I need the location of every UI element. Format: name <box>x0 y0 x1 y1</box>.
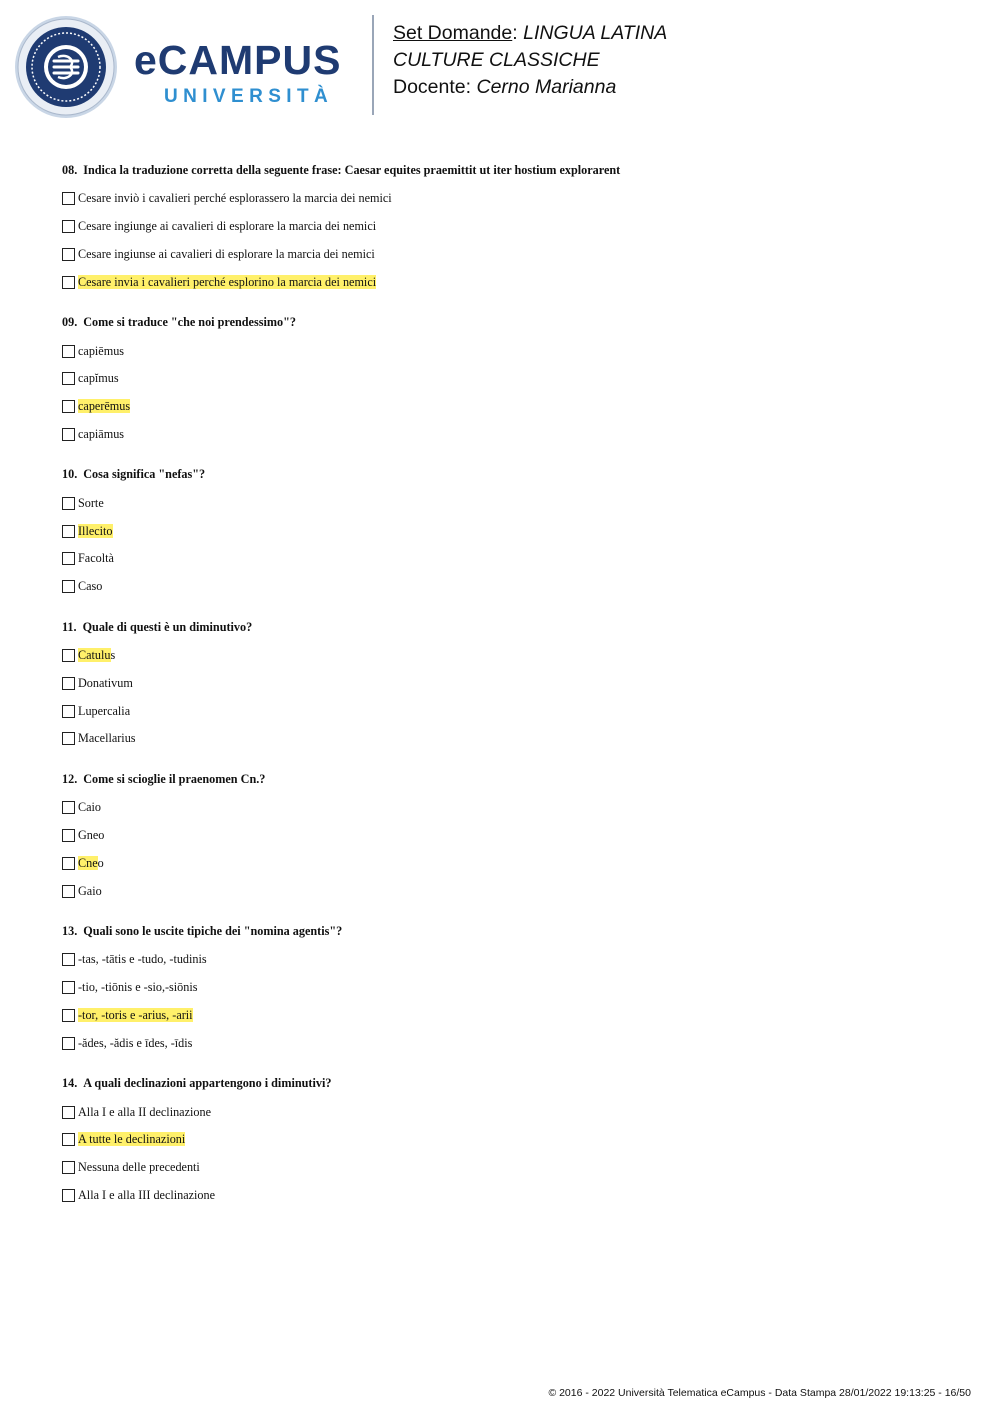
question-text <box>62 159 962 181</box>
answer-text: capiēmus <box>78 343 125 358</box>
answer-checkbox[interactable] <box>62 705 75 718</box>
answer-checkbox[interactable] <box>62 345 75 358</box>
answer-checkbox[interactable] <box>62 885 75 898</box>
answer-option[interactable] <box>62 517 962 545</box>
answer-checkbox[interactable] <box>62 525 75 538</box>
answer-label <box>78 1188 215 1203</box>
answer-label <box>78 1036 192 1051</box>
answer-option[interactable] <box>62 1098 962 1126</box>
answer-checkbox[interactable] <box>62 1189 75 1202</box>
answer-text: Alla I e alla III declinazione <box>78 1187 216 1202</box>
answer-label <box>78 496 104 511</box>
answer-option[interactable] <box>62 268 962 296</box>
answer-checkbox[interactable] <box>62 1133 75 1146</box>
answer-label <box>78 704 130 719</box>
answer-option[interactable] <box>62 974 962 1002</box>
question-block <box>62 920 962 1057</box>
answer-option[interactable] <box>62 697 962 725</box>
question-number: 08. <box>62 163 78 177</box>
answer-option[interactable] <box>62 822 962 850</box>
answer-option[interactable] <box>62 877 962 905</box>
question-text <box>62 311 962 333</box>
answer-text: capiāmus <box>78 426 125 441</box>
question-number: 12. <box>62 771 78 786</box>
answer-option[interactable] <box>62 1002 962 1030</box>
answer-option[interactable] <box>62 365 962 393</box>
answer-label <box>78 579 102 594</box>
question-block <box>62 616 962 753</box>
question-label: Cosa significa "nefas"? <box>83 467 206 482</box>
answer-text: Macellarius <box>78 731 136 746</box>
highlighted-answer-text: -tor, -toris e -arius, -arii <box>78 1007 193 1022</box>
question-list <box>62 159 962 1224</box>
answer-option[interactable] <box>62 669 962 697</box>
answer-text: Cesare inviò i cavalieri perché esplorassero la marcia dei nemici <box>78 191 392 206</box>
answer-option[interactable] <box>62 1029 962 1057</box>
answer-checkbox[interactable] <box>62 276 75 289</box>
answer-label <box>78 731 136 746</box>
answer-option[interactable] <box>62 1182 962 1210</box>
answer-option[interactable] <box>62 725 962 753</box>
answer-checkbox[interactable] <box>62 580 75 593</box>
answer-checkbox[interactable] <box>62 981 75 994</box>
answer-checkbox[interactable] <box>62 372 75 385</box>
answer-checkbox[interactable] <box>62 428 75 441</box>
answer-text: Sorte <box>78 495 104 510</box>
question-number: 14. <box>62 1076 78 1091</box>
question-block <box>62 1072 962 1209</box>
answer-option[interactable] <box>62 393 962 421</box>
answer-option[interactable] <box>62 1126 962 1154</box>
answer-checkbox[interactable] <box>62 1161 75 1174</box>
answer-text: Gaio <box>78 883 102 898</box>
answer-option[interactable] <box>62 337 962 365</box>
highlighted-answer-text: Illecito <box>78 523 113 538</box>
highlighted-answer-text: Cne <box>78 855 98 870</box>
answer-option[interactable] <box>62 489 962 517</box>
answer-label <box>78 427 124 442</box>
question-text <box>62 616 962 638</box>
answer-label <box>78 219 376 234</box>
answer-label <box>78 344 124 359</box>
page-footer: © 2016 - 2022 Università Telematica eCampus - Data Stampa 28/01/2022 19:13:25 - 16/50 <box>548 1387 971 1399</box>
answer-option[interactable] <box>62 794 962 822</box>
set-separator: : <box>512 22 518 44</box>
answer-label <box>78 676 133 691</box>
answer-label <box>78 1008 193 1023</box>
answer-text: Caio <box>78 800 102 815</box>
answer-label <box>78 371 119 386</box>
header-divider <box>372 15 374 115</box>
answer-text: Cesare ingiunge ai cavalieri di esplorare la marcia dei nemici <box>78 219 377 234</box>
answer-label <box>78 980 198 995</box>
answer-checkbox[interactable] <box>62 1009 75 1022</box>
answer-label <box>78 952 207 967</box>
question-number: 11. <box>62 619 77 634</box>
answer-checkbox[interactable] <box>62 649 75 662</box>
answer-checkbox[interactable] <box>62 857 75 870</box>
brand-name: eCAMPUS <box>134 37 342 83</box>
question-label: Quali sono le uscite tipiche dei "nomina agentis"? <box>83 923 343 938</box>
question-block <box>62 311 962 448</box>
answer-label <box>78 800 101 815</box>
answer-text: Cesare ingiunse ai cavalieri di esplorare la marcia dei nemici <box>78 246 375 261</box>
answer-option[interactable] <box>62 241 962 269</box>
question-label: A quali declinazioni appartengono i diminutivi? <box>83 1076 332 1091</box>
answer-text: o <box>97 855 104 870</box>
answer-option[interactable] <box>62 573 962 601</box>
answer-option[interactable] <box>62 421 962 449</box>
answer-text: -tas, -tātis e -tudo, -tudinis <box>78 952 207 967</box>
answer-label <box>78 856 104 871</box>
course-name-line2: CULTURE CLASSICHE <box>393 49 600 71</box>
question-number: 09. <box>62 315 78 330</box>
brand-wordmark <box>134 38 341 108</box>
answer-checkbox[interactable] <box>62 801 75 814</box>
question-number: 13. <box>62 923 78 938</box>
answer-text: Gneo <box>78 827 105 842</box>
answer-label <box>78 275 376 290</box>
answer-checkbox[interactable] <box>62 1037 75 1050</box>
answer-option[interactable] <box>62 185 962 213</box>
highlighted-answer-text: Cesare invia i cavalieri perché esplorino la marcia dei nemici <box>78 274 377 289</box>
answer-label <box>78 1105 211 1120</box>
highlighted-answer-text: Catulu <box>78 647 111 662</box>
answer-label <box>78 1160 200 1175</box>
answer-checkbox[interactable] <box>62 400 75 413</box>
question-block <box>62 159 962 296</box>
answer-checkbox[interactable] <box>62 1106 75 1119</box>
highlighted-answer-text: caperēmus <box>78 399 131 414</box>
answer-option[interactable] <box>62 642 962 670</box>
answer-text: Facoltà <box>78 551 114 566</box>
teacher-label: Docente: <box>393 76 472 98</box>
answer-text: Donativum <box>78 675 133 690</box>
question-text <box>62 768 962 790</box>
answer-checkbox[interactable] <box>62 220 75 233</box>
question-block <box>62 463 962 600</box>
answer-option[interactable] <box>62 213 962 241</box>
answer-option[interactable] <box>62 946 962 974</box>
university-seal-logo <box>14 15 118 119</box>
answer-label <box>78 828 104 843</box>
question-label: Indica la traduzione corretta della seguente frase: Caesar equites praemittit ut iter hostium explorarent <box>83 163 621 177</box>
answer-checkbox[interactable] <box>62 953 75 966</box>
answer-checkbox[interactable] <box>62 732 75 745</box>
question-number: 10. <box>62 467 78 482</box>
question-label: Come si traduce "che noi prendessimo"? <box>83 315 296 330</box>
answer-text: capĭmus <box>78 371 119 386</box>
answer-label <box>78 1132 185 1147</box>
answer-label <box>78 247 375 262</box>
answer-label <box>78 524 113 539</box>
answer-checkbox[interactable] <box>62 677 75 690</box>
set-title-line <box>393 20 667 47</box>
question-block <box>62 768 962 905</box>
set-label: Set Domande <box>393 22 513 44</box>
question-text <box>62 920 962 942</box>
answer-option[interactable] <box>62 849 962 877</box>
answer-label <box>78 648 115 663</box>
answer-text: -ădes, -ădis e īdes, -īdis <box>78 1035 193 1050</box>
answer-option[interactable] <box>62 1154 962 1182</box>
answer-option[interactable] <box>62 545 962 573</box>
answer-checkbox[interactable] <box>62 497 75 510</box>
highlighted-answer-text: A tutte le declinazioni <box>78 1132 186 1147</box>
set-info <box>393 20 667 101</box>
page-header <box>0 0 1000 130</box>
teacher-name: Cerno Marianna <box>476 76 617 98</box>
answer-checkbox[interactable] <box>62 192 75 205</box>
brand-subtitle: UNIVERSITÀ <box>164 86 334 107</box>
question-text <box>62 1072 962 1094</box>
answer-text: Alla I e alla II declinazione <box>78 1104 211 1119</box>
answer-checkbox[interactable] <box>62 248 75 261</box>
answer-text: Nessuna delle precedenti <box>78 1160 200 1175</box>
answer-label <box>78 884 102 899</box>
question-label: Come si scioglie il praenomen Cn.? <box>83 771 266 786</box>
answer-label <box>78 399 130 414</box>
question-label: Quale di questi è un diminutivo? <box>82 619 253 634</box>
answer-checkbox[interactable] <box>62 552 75 565</box>
teacher-line <box>393 74 667 101</box>
question-text <box>62 463 962 485</box>
answer-text: Lupercalia <box>78 703 131 718</box>
answer-label <box>78 551 114 566</box>
answer-checkbox[interactable] <box>62 829 75 842</box>
course-name-line1: LINGUA LATINA <box>523 22 668 44</box>
answer-label <box>78 191 392 206</box>
answer-text: s <box>110 647 116 662</box>
answer-text: -tio, -tiōnis e -sio,-siōnis <box>78 980 198 995</box>
answer-text: Caso <box>78 579 103 594</box>
